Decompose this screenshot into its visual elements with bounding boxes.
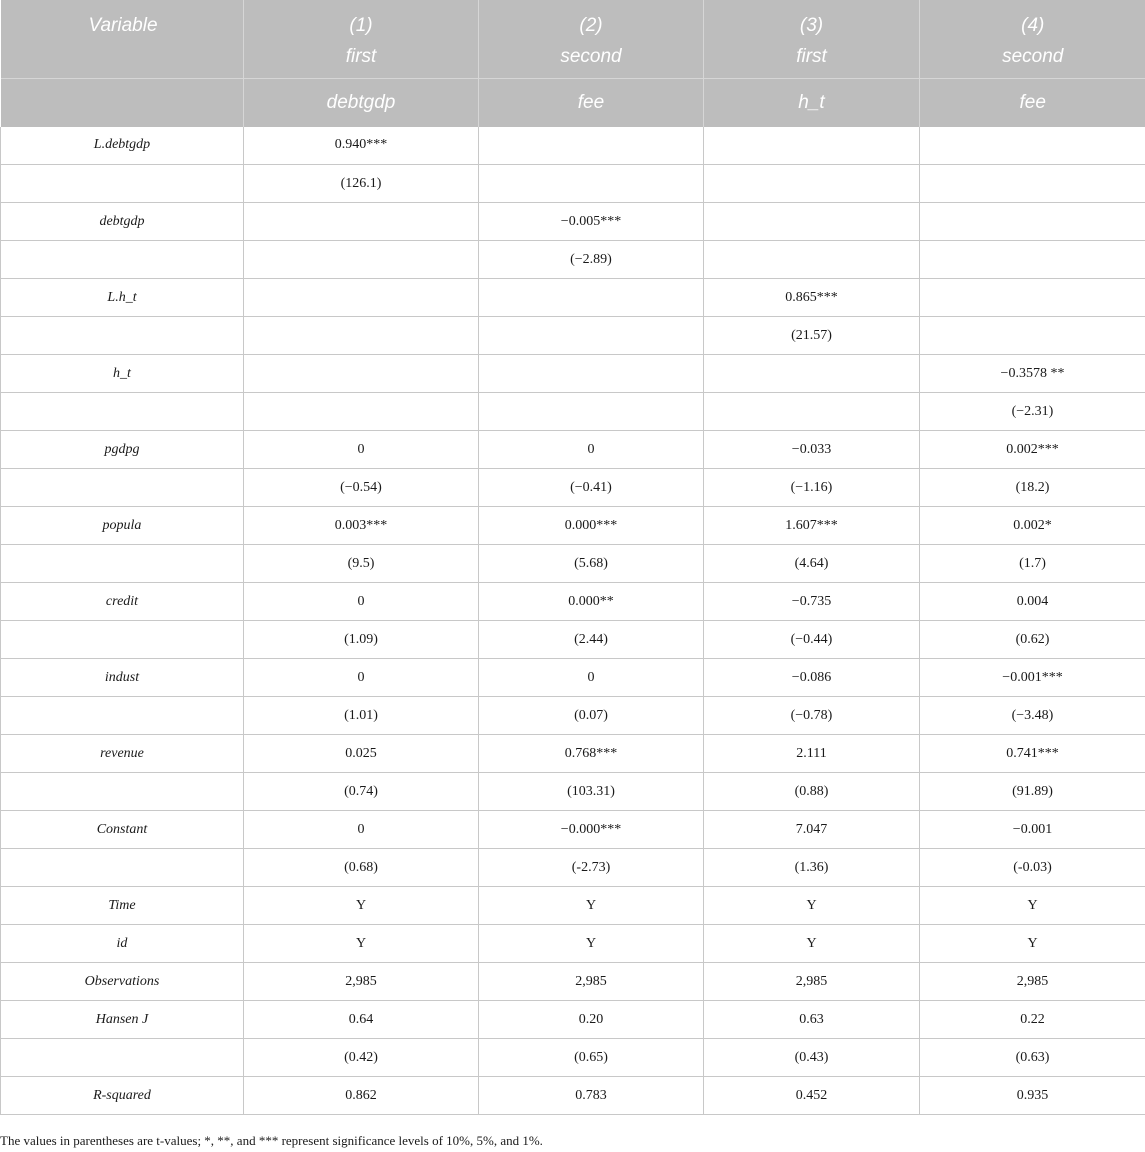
table-cell	[920, 279, 1145, 317]
table-cell: Y	[704, 925, 920, 963]
table-cell: (−0.54)	[244, 469, 479, 507]
column-number: (3)	[799, 15, 824, 36]
table-cell: 1.607***	[704, 507, 920, 545]
table-cell	[244, 203, 479, 241]
table-cell: (0.74)	[244, 773, 479, 811]
table-cell: 0.002*	[920, 507, 1145, 545]
table-cell: (91.89)	[920, 773, 1145, 811]
table-row	[1, 431, 1145, 469]
table-cell: (-2.73)	[479, 849, 704, 887]
table-cell: −0.000***	[479, 811, 704, 849]
row-label	[1, 621, 244, 659]
table-cell: (0.65)	[479, 1039, 704, 1077]
column-stage: first	[345, 46, 377, 67]
table-cell: 0.004	[920, 583, 1145, 621]
table-row	[1, 127, 1145, 165]
table-cell: (-0.03)	[920, 849, 1145, 887]
row-label	[1, 241, 244, 279]
table-row-tvalues	[1, 469, 1145, 507]
table-cell: 2,985	[479, 963, 704, 1001]
table-cell: 0.025	[244, 735, 479, 773]
table-row	[1, 887, 1145, 925]
table-cell: 2,985	[704, 963, 920, 1001]
table-cell: (0.43)	[704, 1039, 920, 1077]
table-row	[1, 925, 1145, 963]
row-label: Observations	[1, 963, 244, 1001]
table-cell: (−2.31)	[920, 393, 1145, 431]
table-cell: 7.047	[704, 811, 920, 849]
table-cell: 2,985	[920, 963, 1145, 1001]
table-row	[1, 355, 1145, 393]
table-cell	[704, 241, 920, 279]
table-cell	[244, 279, 479, 317]
column-number: (2)	[579, 15, 603, 36]
column-number: (4)	[1021, 15, 1045, 36]
column-header-2	[479, 0, 704, 78]
dependent-variable-3: h_t	[704, 78, 920, 127]
row-label: Time	[1, 887, 244, 925]
table-cell	[920, 317, 1145, 355]
row-label: L.h_t	[1, 279, 244, 317]
table-cell: 0.452	[704, 1077, 920, 1115]
table-cell: (21.57)	[704, 317, 920, 355]
row-label	[1, 545, 244, 583]
table-cell: 2,985	[244, 963, 479, 1001]
table-row-tvalues	[1, 621, 1145, 659]
table-cell: Y	[244, 887, 479, 925]
table-cell	[244, 317, 479, 355]
table-cell: 0	[244, 811, 479, 849]
table-row-tvalues	[1, 849, 1145, 887]
table-cell: (−0.41)	[479, 469, 704, 507]
row-label: Constant	[1, 811, 244, 849]
table-cell: 2.111	[704, 735, 920, 773]
table-cell: Y	[479, 925, 704, 963]
table-cell: −0.005***	[479, 203, 704, 241]
table-cell: (0.42)	[244, 1039, 479, 1077]
table-cell: 0.741***	[920, 735, 1145, 773]
table-body	[1, 127, 1145, 1115]
table-cell	[920, 165, 1145, 203]
table-header	[1, 0, 1145, 127]
table-cell: 0.22	[920, 1001, 1145, 1039]
table-cell	[920, 241, 1145, 279]
table-cell	[244, 393, 479, 431]
table-cell: Y	[479, 887, 704, 925]
table-cell: 0.000***	[479, 507, 704, 545]
table-cell: 0	[244, 583, 479, 621]
table-cell: (0.07)	[479, 697, 704, 735]
column-stage: second	[1002, 46, 1064, 67]
column-stage: first	[796, 46, 827, 67]
row-label: Hansen J	[1, 1001, 244, 1039]
table-cell: 0.935	[920, 1077, 1145, 1115]
table-cell: −0.001***	[920, 659, 1145, 697]
column-number: (1)	[349, 15, 373, 36]
table-cell: 0.64	[244, 1001, 479, 1039]
table-cell	[479, 393, 704, 431]
table-cell	[704, 393, 920, 431]
row-label: L.debtgdp	[1, 127, 244, 165]
row-label: R-squared	[1, 1077, 244, 1115]
table-cell: (0.88)	[704, 773, 920, 811]
row-label	[1, 1039, 244, 1077]
table-cell: −0.001	[920, 811, 1145, 849]
header-row-dependent	[1, 78, 1145, 127]
table-cell: 0.003***	[244, 507, 479, 545]
table-cell: 0.000**	[479, 583, 704, 621]
table-cell: (9.5)	[244, 545, 479, 583]
table-cell: Y	[244, 925, 479, 963]
table-row-tvalues	[1, 697, 1145, 735]
table-cell: Y	[704, 887, 920, 925]
row-label: pgdpg	[1, 431, 244, 469]
table-cell	[704, 355, 920, 393]
table-cell: (126.1)	[244, 165, 479, 203]
row-label: credit	[1, 583, 244, 621]
table-cell	[704, 127, 920, 165]
row-label	[1, 165, 244, 203]
table-cell	[244, 241, 479, 279]
table-row-tvalues	[1, 393, 1145, 431]
table-cell	[479, 165, 704, 203]
table-cell: −0.086	[704, 659, 920, 697]
row-label: id	[1, 925, 244, 963]
table-row	[1, 735, 1145, 773]
table-cell: (103.31)	[479, 773, 704, 811]
dependent-variable-1: debtgdp	[244, 78, 479, 127]
table-cell: (−3.48)	[920, 697, 1145, 735]
table-cell: Y	[920, 887, 1145, 925]
table-cell: 0.783	[479, 1077, 704, 1115]
table-row-tvalues	[1, 1039, 1145, 1077]
table-cell: 0.862	[244, 1077, 479, 1115]
row-label	[1, 697, 244, 735]
table-cell	[704, 165, 920, 203]
column-header-1	[244, 0, 479, 78]
header-row-top	[1, 0, 1145, 78]
table-cell: 0.63	[704, 1001, 920, 1039]
table-cell: (0.63)	[920, 1039, 1145, 1077]
table-row	[1, 203, 1145, 241]
table-cell	[704, 203, 920, 241]
table-cell: 0	[244, 659, 479, 697]
table-cell: (4.64)	[704, 545, 920, 583]
row-label	[1, 317, 244, 355]
table-cell: (18.2)	[920, 469, 1145, 507]
table-cell: (1.36)	[704, 849, 920, 887]
table-row	[1, 1001, 1145, 1039]
table-row	[1, 1077, 1145, 1115]
table-cell: −0.3578 **	[920, 355, 1145, 393]
table-cell: −0.735	[704, 583, 920, 621]
table-row-tvalues	[1, 545, 1145, 583]
table-cell: (−2.89)	[479, 241, 704, 279]
table-cell: 0	[244, 431, 479, 469]
table-cell: (1.7)	[920, 545, 1145, 583]
table-cell: 0	[479, 659, 704, 697]
dependent-variable-4: fee	[920, 78, 1145, 127]
table-cell	[479, 355, 704, 393]
variable-header-blank	[1, 78, 244, 127]
column-header-3	[704, 0, 920, 78]
table-cell: 0	[479, 431, 704, 469]
table-cell	[479, 127, 704, 165]
table-row	[1, 507, 1145, 545]
table-cell: (1.09)	[244, 621, 479, 659]
table-cell: 0.20	[479, 1001, 704, 1039]
table-row	[1, 963, 1145, 1001]
table-cell: (5.68)	[479, 545, 704, 583]
table-cell: Y	[920, 925, 1145, 963]
table-cell: (−0.78)	[704, 697, 920, 735]
column-stage: second	[560, 46, 622, 67]
table-cell: (−1.16)	[704, 469, 920, 507]
table-cell	[244, 355, 479, 393]
row-label	[1, 849, 244, 887]
table-row-tvalues	[1, 241, 1145, 279]
table-row	[1, 279, 1145, 317]
row-label	[1, 393, 244, 431]
table-row	[1, 811, 1145, 849]
table-cell: 0.768***	[479, 735, 704, 773]
row-label: popula	[1, 507, 244, 545]
table-row	[1, 583, 1145, 621]
table-cell: (1.01)	[244, 697, 479, 735]
table-footnote: The values in parentheses are t-values; *, **, and *** represent significance levels of 10%, 5%, and 1%.	[0, 1133, 543, 1148]
dependent-variable-2: fee	[479, 78, 704, 127]
table-cell: (0.62)	[920, 621, 1145, 659]
table-row	[1, 659, 1145, 697]
table-cell: (0.68)	[244, 849, 479, 887]
table-cell: −0.033	[704, 431, 920, 469]
row-label: indust	[1, 659, 244, 697]
table-cell: 0.002***	[920, 431, 1145, 469]
table-cell	[479, 317, 704, 355]
table-row-tvalues	[1, 773, 1145, 811]
variable-header: Variable	[1, 0, 244, 78]
row-label: debtgdp	[1, 203, 244, 241]
table-row-tvalues	[1, 165, 1145, 203]
table-cell	[920, 203, 1145, 241]
row-label	[1, 773, 244, 811]
table-cell: 0.940***	[244, 127, 479, 165]
table-cell: 0.865***	[704, 279, 920, 317]
row-label: h_t	[1, 355, 244, 393]
table-row-tvalues	[1, 317, 1145, 355]
row-label: revenue	[1, 735, 244, 773]
table-cell	[479, 279, 704, 317]
table-cell	[920, 127, 1145, 165]
column-header-4	[920, 0, 1145, 78]
table-cell: (2.44)	[479, 621, 704, 659]
row-label	[1, 469, 244, 507]
table-cell: (−0.44)	[704, 621, 920, 659]
